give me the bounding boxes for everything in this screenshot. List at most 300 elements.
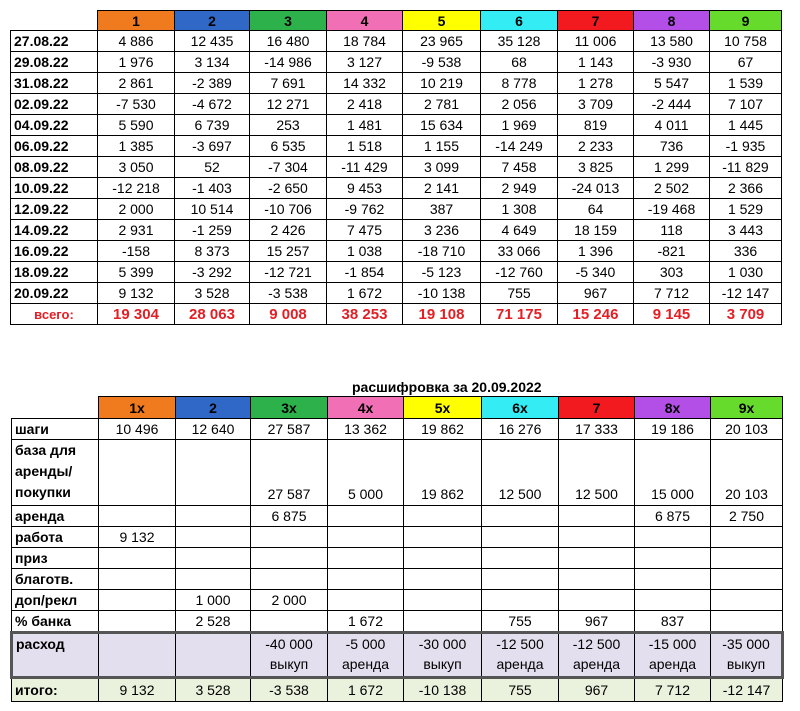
value-cell: -7 304 [250, 157, 327, 178]
total-cell: 3 709 [710, 304, 782, 325]
value-cell: 1 976 [98, 52, 175, 73]
value-cell: 10 758 [710, 31, 782, 52]
row-label: приз [12, 548, 99, 569]
row-label: доп/рекл [12, 590, 99, 611]
value-cell [328, 569, 404, 590]
total-cell: 1 672 [328, 678, 404, 702]
expense-amount: -40 000 [265, 636, 313, 652]
value-cell [251, 548, 328, 569]
expense-amount: -35 000 [722, 636, 770, 652]
value-cell: 3 099 [403, 157, 481, 178]
value-cell [482, 548, 559, 569]
value-cell [404, 506, 482, 527]
value-cell: -3 292 [175, 262, 250, 283]
expense-cell [251, 633, 328, 678]
total-cell: 7 712 [635, 678, 711, 702]
value-cell: 3 050 [98, 157, 175, 178]
expense-note: аренда [341, 656, 390, 672]
date-cell: 08.09.22 [11, 157, 98, 178]
value-cell: -5 123 [403, 262, 481, 283]
table-row [11, 178, 782, 199]
row-label: шаги [12, 419, 99, 440]
value-cell: 16 480 [250, 31, 327, 52]
value-cell: 5 399 [98, 262, 175, 283]
column-header: 3 [250, 11, 327, 31]
value-cell: 15 634 [403, 115, 481, 136]
value-cell: -10 706 [250, 199, 327, 220]
value-cell [711, 590, 783, 611]
value-cell [711, 527, 783, 548]
value-cell: 2 000 [251, 590, 328, 611]
value-cell [482, 527, 559, 548]
value-cell: 9 453 [327, 178, 403, 199]
table-row [11, 115, 782, 136]
column-header: 1 [98, 11, 175, 31]
value-cell [176, 527, 251, 548]
column-header: 6 [481, 11, 558, 31]
row-label: благотв. [12, 569, 99, 590]
value-cell [251, 527, 328, 548]
value-cell: -12 147 [710, 283, 782, 304]
value-cell: 387 [403, 199, 481, 220]
value-cell: -4 672 [175, 94, 250, 115]
totals-label: всего: [11, 304, 98, 325]
breakdown-row-charity [12, 569, 783, 590]
value-cell: -9 762 [327, 199, 403, 220]
value-cell: -1 935 [710, 136, 782, 157]
value-cell: 253 [250, 115, 327, 136]
breakdown-row-rent [12, 506, 783, 527]
value-cell: 2 233 [558, 136, 634, 157]
table-row [11, 31, 782, 52]
date-cell: 20.09.22 [11, 283, 98, 304]
value-cell: -10 138 [403, 283, 481, 304]
table-row [11, 73, 782, 94]
value-cell: -158 [98, 241, 175, 262]
value-cell: -3 538 [250, 283, 327, 304]
value-cell [328, 506, 404, 527]
date-cell: 29.08.22 [11, 52, 98, 73]
value-cell: 5 590 [98, 115, 175, 136]
value-cell: 3 236 [403, 220, 481, 241]
value-cell: 2 056 [481, 94, 558, 115]
value-cell: 2 949 [481, 178, 558, 199]
date-cell: 02.09.22 [11, 94, 98, 115]
value-cell: 1 672 [327, 283, 403, 304]
column-header: 2 [176, 397, 251, 419]
expense-amount: -12 500 [572, 636, 621, 652]
table-row [11, 199, 782, 220]
value-cell: 64 [558, 199, 634, 220]
value-cell [559, 569, 635, 590]
breakdown-title: расшифровка за 20.09.2022 [352, 379, 542, 395]
row-label: расход [12, 633, 99, 678]
value-cell: 12 435 [175, 31, 250, 52]
value-cell [482, 569, 559, 590]
value-cell [328, 590, 404, 611]
row-label: база для аренды/покупки [12, 440, 99, 506]
value-cell: 967 [559, 611, 635, 633]
value-cell [99, 590, 176, 611]
value-cell: 2 141 [403, 178, 481, 199]
value-cell [176, 548, 251, 569]
value-cell: 118 [634, 220, 710, 241]
value-cell: 8 373 [175, 241, 250, 262]
value-cell: -14 986 [250, 52, 327, 73]
value-cell [559, 590, 635, 611]
value-cell: 10 514 [175, 199, 250, 220]
value-cell: 19 862 [404, 440, 482, 506]
column-header: 8x [635, 397, 711, 419]
breakdown-row-steps [12, 419, 783, 440]
total-cell: -12 147 [711, 678, 783, 702]
value-cell [711, 569, 783, 590]
value-cell [404, 611, 482, 633]
table-row [11, 52, 782, 73]
expense-amount: -15 000 [648, 636, 697, 652]
value-cell: 13 580 [634, 31, 710, 52]
column-header: 9 [710, 11, 782, 31]
total-cell: 755 [482, 678, 559, 702]
value-cell [404, 527, 482, 548]
value-cell: -1 259 [175, 220, 250, 241]
expense-note: выкуп [423, 656, 462, 672]
value-cell: 4 886 [98, 31, 175, 52]
value-cell: 6 535 [250, 136, 327, 157]
table-row [11, 136, 782, 157]
expense-cell [559, 633, 635, 678]
value-cell [635, 527, 711, 548]
value-cell: 2 366 [710, 178, 782, 199]
value-cell: -2 389 [175, 73, 250, 94]
column-header: 5x [404, 397, 482, 419]
value-cell: -3 930 [634, 52, 710, 73]
value-cell: 3 134 [175, 52, 250, 73]
total-cell: 19 304 [98, 304, 175, 325]
value-cell: 7 691 [250, 73, 327, 94]
expense-note: аренда [496, 656, 544, 672]
value-cell: 12 640 [176, 419, 251, 440]
totals-row [11, 304, 782, 325]
value-cell: 1 143 [558, 52, 634, 73]
expense-note: аренда [572, 656, 621, 672]
value-cell: -19 468 [634, 199, 710, 220]
value-cell: 67 [710, 52, 782, 73]
value-cell: 10 496 [99, 419, 176, 440]
value-cell: 2 418 [327, 94, 403, 115]
expense-cell [482, 633, 559, 678]
value-cell: -24 013 [558, 178, 634, 199]
value-cell [99, 611, 176, 633]
row-label: % банка [12, 611, 99, 633]
value-cell: 12 500 [482, 440, 559, 506]
value-cell: 2 502 [634, 178, 710, 199]
value-cell: -821 [634, 241, 710, 262]
column-header: 4x [328, 397, 404, 419]
value-cell: 1 038 [327, 241, 403, 262]
value-cell: -5 340 [558, 262, 634, 283]
value-cell [559, 506, 635, 527]
column-header: 7 [559, 397, 635, 419]
value-cell: 7 458 [481, 157, 558, 178]
column-header: 4 [327, 11, 403, 31]
value-cell: 12 271 [250, 94, 327, 115]
value-cell: 3 443 [710, 220, 782, 241]
expense-cell [328, 633, 404, 678]
value-cell [711, 611, 783, 633]
value-cell: -11 829 [710, 157, 782, 178]
value-cell [559, 548, 635, 569]
value-cell: 1 445 [710, 115, 782, 136]
total-cell: 9 145 [634, 304, 710, 325]
breakdown-row-work [12, 527, 783, 548]
value-cell [404, 569, 482, 590]
value-cell: 819 [558, 115, 634, 136]
value-cell: 1 481 [327, 115, 403, 136]
column-header: 2 [175, 11, 250, 31]
total-cell: 9 132 [99, 678, 176, 702]
value-cell: -1 403 [175, 178, 250, 199]
expense-cell [99, 633, 176, 678]
value-cell: 2 931 [98, 220, 175, 241]
value-cell: 1 278 [558, 73, 634, 94]
value-cell: 23 965 [403, 31, 481, 52]
value-cell [99, 548, 176, 569]
value-cell [176, 440, 251, 506]
value-cell: 4 011 [634, 115, 710, 136]
value-cell: 15 257 [250, 241, 327, 262]
value-cell: 11 006 [558, 31, 634, 52]
value-cell: 5 000 [328, 440, 404, 506]
corner-cell [11, 11, 98, 31]
value-cell: -12 721 [250, 262, 327, 283]
value-cell: 755 [481, 283, 558, 304]
value-cell: 2 781 [403, 94, 481, 115]
expense-note: выкуп [726, 656, 766, 672]
value-cell: 6 875 [635, 506, 711, 527]
value-cell: 1 299 [634, 157, 710, 178]
total-cell: 9 008 [250, 304, 327, 325]
total-cell: 15 246 [558, 304, 634, 325]
value-cell: 15 000 [635, 440, 711, 506]
value-cell: 1 529 [710, 199, 782, 220]
value-cell: -2 444 [634, 94, 710, 115]
date-cell: 12.09.22 [11, 199, 98, 220]
value-cell: 7 475 [327, 220, 403, 241]
value-cell: -3 697 [175, 136, 250, 157]
breakdown-table [10, 396, 784, 702]
value-cell: 19 186 [635, 419, 711, 440]
value-cell [176, 569, 251, 590]
row-label: аренда [12, 506, 99, 527]
value-cell: 6 875 [251, 506, 328, 527]
value-cell: 7 712 [634, 283, 710, 304]
breakdown-row-prize [12, 548, 783, 569]
value-cell: 1 969 [481, 115, 558, 136]
value-cell: 18 784 [327, 31, 403, 52]
value-cell: 9 132 [98, 283, 175, 304]
value-cell: 33 066 [481, 241, 558, 262]
breakdown-header-row [12, 397, 783, 419]
value-cell: -18 710 [403, 241, 481, 262]
value-cell: 2 750 [711, 506, 783, 527]
total-cell: 967 [559, 678, 635, 702]
value-cell [482, 506, 559, 527]
value-cell: 35 128 [481, 31, 558, 52]
expense-amount: -30 000 [418, 636, 467, 652]
expense-cell [711, 633, 783, 678]
value-cell: 755 [482, 611, 559, 633]
value-cell: 1 672 [328, 611, 404, 633]
value-cell: 1 385 [98, 136, 175, 157]
value-cell [176, 506, 251, 527]
table-row [11, 262, 782, 283]
corner-cell [12, 397, 99, 419]
value-cell: 1 396 [558, 241, 634, 262]
value-cell: 52 [175, 157, 250, 178]
value-cell: 1 000 [176, 590, 251, 611]
total-cell: 38 253 [327, 304, 403, 325]
value-cell: -9 538 [403, 52, 481, 73]
column-header: 7 [558, 11, 634, 31]
column-header: 5 [403, 11, 481, 31]
value-cell [711, 548, 783, 569]
value-cell [251, 611, 328, 633]
table-row [11, 157, 782, 178]
column-header: 3x [251, 397, 328, 419]
value-cell: 3 825 [558, 157, 634, 178]
column-header: 6x [482, 397, 559, 419]
value-cell: 1 518 [327, 136, 403, 157]
column-header: 1x [99, 397, 176, 419]
expense-cell [404, 633, 482, 678]
breakdown-row-bank [12, 611, 783, 633]
value-cell: 5 547 [634, 73, 710, 94]
date-cell: 16.09.22 [11, 241, 98, 262]
date-cell: 27.08.22 [11, 31, 98, 52]
value-cell: 736 [634, 136, 710, 157]
value-cell: -14 249 [481, 136, 558, 157]
value-cell [404, 548, 482, 569]
total-cell: -3 538 [251, 678, 328, 702]
value-cell [635, 590, 711, 611]
value-cell: 1 155 [403, 136, 481, 157]
value-cell: 3 127 [327, 52, 403, 73]
total-cell: -10 138 [404, 678, 482, 702]
value-cell: 3 528 [175, 283, 250, 304]
value-cell [404, 590, 482, 611]
value-cell: 8 778 [481, 73, 558, 94]
expense-amount: -12 500 [496, 636, 544, 652]
value-cell: -11 429 [327, 157, 403, 178]
value-cell: 2 861 [98, 73, 175, 94]
value-cell: 1 308 [481, 199, 558, 220]
table-row [11, 283, 782, 304]
value-cell: 20 103 [711, 419, 783, 440]
table-row [11, 94, 782, 115]
expense-cell [635, 633, 711, 678]
value-cell: 336 [710, 241, 782, 262]
date-cell: 18.09.22 [11, 262, 98, 283]
value-cell: 18 159 [558, 220, 634, 241]
value-cell: 2 528 [176, 611, 251, 633]
value-cell: 27 587 [251, 419, 328, 440]
breakdown-row-expense [12, 633, 783, 678]
value-cell: 16 276 [482, 419, 559, 440]
expense-note: выкуп [269, 656, 309, 672]
value-cell [99, 569, 176, 590]
value-cell [635, 569, 711, 590]
value-cell: 2 426 [250, 220, 327, 241]
value-cell: 10 219 [403, 73, 481, 94]
total-cell: 19 108 [403, 304, 481, 325]
value-cell: 1 539 [710, 73, 782, 94]
value-cell: 13 362 [328, 419, 404, 440]
total-cell: 3 528 [176, 678, 251, 702]
value-cell: -2 650 [250, 178, 327, 199]
value-cell: 7 107 [710, 94, 782, 115]
expense-cell [176, 633, 251, 678]
value-cell: 4 649 [481, 220, 558, 241]
value-cell: 303 [634, 262, 710, 283]
header-row [11, 11, 782, 31]
value-cell: -12 218 [98, 178, 175, 199]
column-header: 9x [711, 397, 783, 419]
table-row [11, 241, 782, 262]
value-cell: -7 530 [98, 94, 175, 115]
value-cell: -1 854 [327, 262, 403, 283]
expense-note: аренда [648, 656, 697, 672]
total-cell: 28 063 [175, 304, 250, 325]
breakdown-row-total [12, 678, 783, 702]
breakdown-row-ads [12, 590, 783, 611]
value-cell: 1 030 [710, 262, 782, 283]
value-cell: -12 760 [481, 262, 558, 283]
value-cell [482, 590, 559, 611]
value-cell [99, 440, 176, 506]
date-cell: 31.08.22 [11, 73, 98, 94]
row-label: итого: [12, 678, 99, 702]
value-cell: 3 709 [558, 94, 634, 115]
value-cell: 14 332 [327, 73, 403, 94]
value-cell: 68 [481, 52, 558, 73]
date-cell: 04.09.22 [11, 115, 98, 136]
expense-amount: -5 000 [345, 636, 386, 652]
breakdown-row-base [12, 440, 783, 506]
value-cell [99, 506, 176, 527]
date-cell: 10.09.22 [11, 178, 98, 199]
value-cell [635, 548, 711, 569]
value-cell: 9 132 [99, 527, 176, 548]
table-row [11, 220, 782, 241]
value-cell: 837 [635, 611, 711, 633]
value-cell: 27 587 [251, 440, 328, 506]
row-label: работа [12, 527, 99, 548]
daily-results-table [10, 10, 782, 325]
value-cell [328, 527, 404, 548]
value-cell: 12 500 [559, 440, 635, 506]
value-cell: 20 103 [711, 440, 783, 506]
value-cell: 2 000 [98, 199, 175, 220]
value-cell: 6 739 [175, 115, 250, 136]
value-cell: 17 333 [559, 419, 635, 440]
total-cell: 71 175 [481, 304, 558, 325]
date-cell: 06.09.22 [11, 136, 98, 157]
value-cell [328, 548, 404, 569]
value-cell: 19 862 [404, 419, 482, 440]
value-cell [559, 527, 635, 548]
value-cell: 967 [558, 283, 634, 304]
